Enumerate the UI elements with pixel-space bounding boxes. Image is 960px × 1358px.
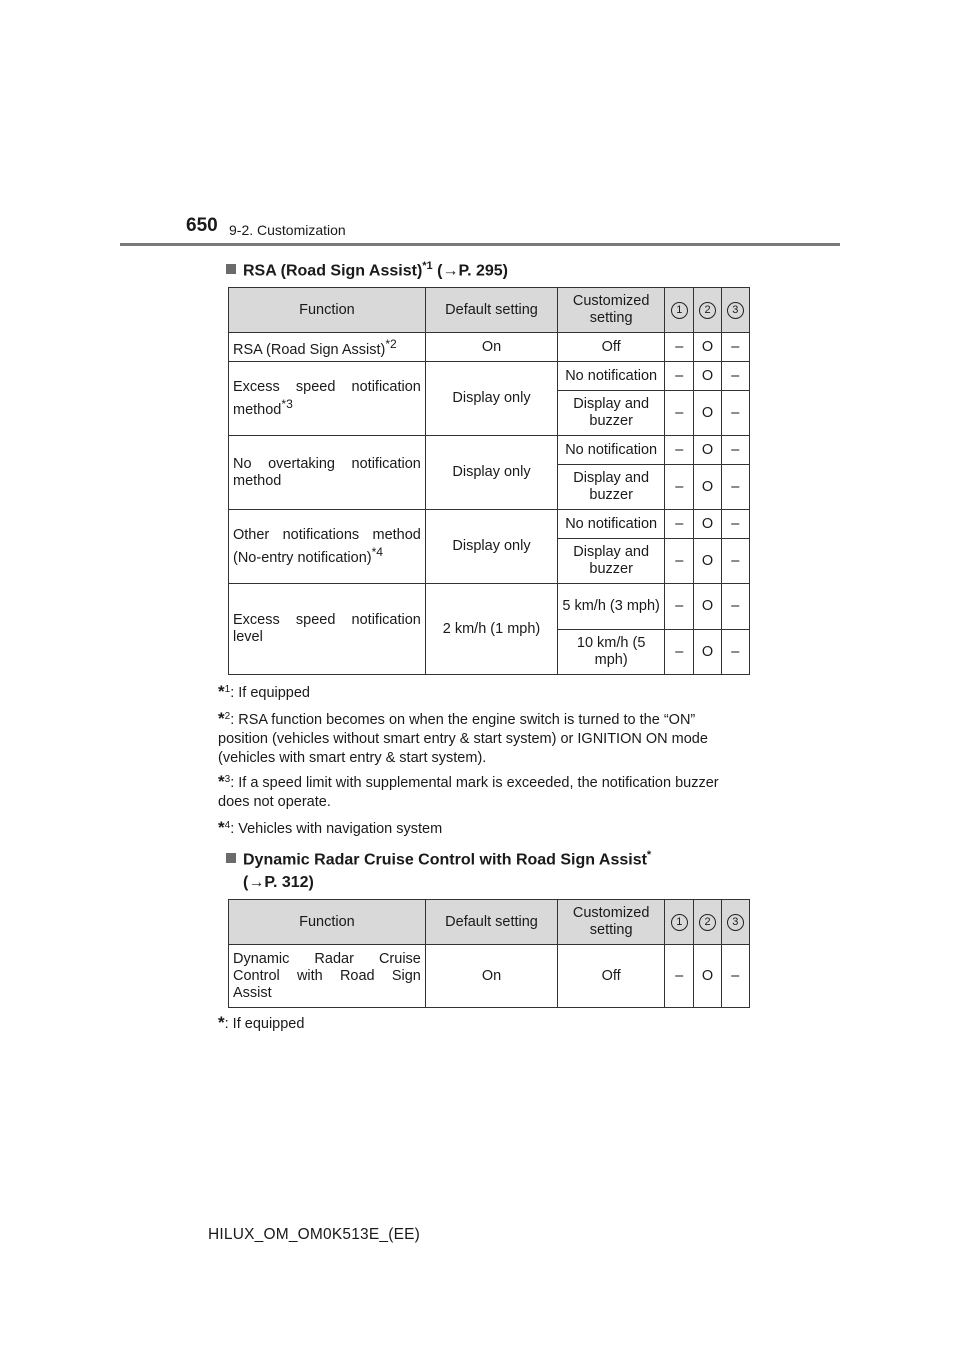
default-cell: 2 km/h (1 mph)	[425, 584, 557, 675]
table-row	[229, 362, 750, 391]
section-title: Dynamic Radar Cruise Control with Road Sign Assist	[243, 851, 647, 869]
header-rule	[120, 243, 840, 246]
custom-cell: Display and buzzer	[558, 391, 665, 436]
table-row	[229, 333, 750, 362]
setting-cell-2: O	[694, 584, 721, 630]
setting-cell-2: O	[694, 630, 721, 675]
function-cell: Excess speed notification level	[229, 584, 426, 675]
setting-cell-3: –	[721, 945, 749, 1008]
section-title: RSA (Road Sign Assist)	[243, 262, 423, 280]
document-code: HILUX_OM_OM0K513E_(EE)	[208, 1226, 421, 1243]
col-header-default: Default setting	[425, 900, 557, 945]
setting-cell-3: –	[721, 333, 749, 362]
custom-cell: 10 km/h (5 mph)	[558, 630, 665, 675]
col-header-2	[694, 900, 721, 945]
setting-cell-2: O	[694, 391, 721, 436]
default-cell: Display only	[425, 436, 557, 510]
col-header-default: Default setting	[425, 288, 557, 333]
setting-cell-1: –	[665, 391, 694, 436]
setting-cell-1: –	[665, 333, 694, 362]
function-cell: Excess speed notification method$^{*3}$	[229, 362, 426, 436]
col-header-1	[665, 900, 694, 945]
table-row	[229, 436, 750, 465]
setting-cell-2: O	[694, 436, 721, 465]
table-header-row	[229, 288, 750, 333]
custom-cell: Off	[558, 333, 665, 362]
custom-cell: Display and buzzer	[558, 465, 665, 510]
function-cell: Dynamic Radar Cruise Control with Road Sign Assist	[229, 945, 426, 1008]
table-row	[229, 510, 750, 539]
footnote: *: If equipped	[218, 1013, 305, 1032]
custom-cell: No notification	[558, 510, 665, 539]
footnote: *$^4$: Vehicles with navigation system	[218, 818, 443, 837]
table-header-row	[229, 900, 750, 945]
rsa-settings-table	[228, 287, 750, 675]
function-cell: RSA (Road Sign Assist)$^{*2}$	[229, 333, 426, 362]
custom-cell: No notification	[558, 362, 665, 391]
drcc-settings-table	[228, 899, 750, 1008]
footnote-ref: *1	[422, 260, 433, 272]
setting-cell-2: O	[694, 539, 721, 584]
setting-cell-3: –	[721, 465, 749, 510]
page-reference: (→P. 312)	[243, 874, 314, 892]
custom-cell: 5 km/h (3 mph)	[558, 584, 665, 630]
col-header-function: Function	[229, 900, 426, 945]
col-header-function: Function	[229, 288, 426, 333]
square-bullet-icon	[226, 264, 236, 274]
setting-cell-3: –	[721, 436, 749, 465]
setting-cell-1: –	[665, 584, 694, 630]
col-header-customized: Customized setting	[558, 900, 665, 945]
custom-cell: No notification	[558, 436, 665, 465]
circled-number-3: 3	[727, 302, 744, 319]
setting-cell-3: –	[721, 630, 749, 675]
col-header-2	[694, 288, 721, 333]
setting-cell-1: –	[665, 630, 694, 675]
setting-cell-1: –	[665, 945, 694, 1008]
circled-number-2: 2	[699, 302, 716, 319]
setting-cell-2: O	[694, 945, 721, 1008]
setting-cell-3: –	[721, 584, 749, 630]
col-header-3	[721, 900, 749, 945]
setting-cell-1: –	[665, 510, 694, 539]
footnote: *$^3$: If a speed limit with supplemental mark is exceeded, the notification buzzer does not operate.	[218, 772, 719, 810]
setting-cell-3: –	[721, 539, 749, 584]
custom-cell: Off	[558, 945, 665, 1008]
footnote: *$^1$: If equipped	[218, 682, 311, 701]
col-header-customized: Customized setting	[558, 288, 665, 333]
footnote: *$^2$: RSA function becomes on when the engine switch is turned to the “ON” position (vehicles without smart entry & start system) or IGNITION ON mode (vehicles with smart entry & start system).	[218, 709, 708, 766]
setting-cell-2: O	[694, 362, 721, 391]
footnote-ref: *	[646, 849, 652, 861]
setting-cell-2: O	[694, 465, 721, 510]
setting-cell-1: –	[665, 465, 694, 510]
square-bullet-icon	[226, 853, 236, 863]
circled-number-2: 2	[699, 914, 716, 931]
setting-cell-3: –	[721, 510, 749, 539]
circled-number-1: 1	[671, 302, 688, 319]
setting-cell-1: –	[665, 436, 694, 465]
setting-cell-3: –	[721, 391, 749, 436]
table-row	[229, 584, 750, 630]
setting-cell-1: –	[665, 539, 694, 584]
page-reference: (→P. 295)	[437, 262, 508, 280]
setting-cell-2: O	[694, 510, 721, 539]
function-cell: Other notifications method (No-entry notification)$^{*4}$	[229, 510, 426, 584]
setting-cell-3: –	[721, 362, 749, 391]
circled-number-3: 3	[727, 914, 744, 931]
running-head: 9-2. Customization	[229, 222, 346, 238]
setting-cell-1: –	[665, 362, 694, 391]
col-header-1	[665, 288, 694, 333]
setting-cell-2: O	[694, 333, 721, 362]
section-heading-drcc	[226, 844, 746, 894]
table-row	[229, 945, 750, 1008]
default-cell: Display only	[425, 362, 557, 436]
custom-cell: Display and buzzer	[558, 539, 665, 584]
col-header-3	[721, 288, 749, 333]
function-cell: No overtaking notification method	[229, 436, 426, 510]
default-cell: On	[425, 945, 557, 1008]
page-number: 650	[186, 215, 218, 236]
circled-number-1: 1	[671, 914, 688, 931]
default-cell: Display only	[425, 510, 557, 584]
default-cell: On	[425, 333, 557, 362]
section-heading-rsa	[226, 255, 508, 282]
